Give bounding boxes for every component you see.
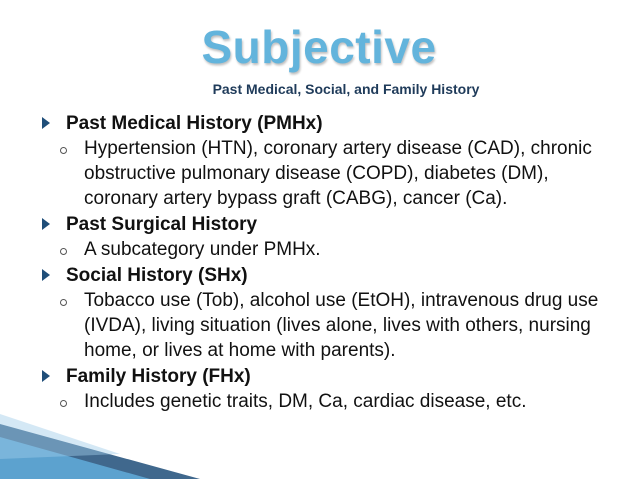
bullet-item-pmhx: [40, 111, 600, 136]
sub-bullet-shx: [40, 288, 600, 363]
bullet-heading: Family History (FHx): [66, 366, 251, 387]
circle-bullet-icon: [60, 299, 67, 306]
triangle-bullet-icon: [42, 117, 50, 129]
bullet-item-surgical: [40, 212, 600, 237]
sub-bullet-text: Tobacco use (Tob), alcohol use (EtOH), intravenous drug use (IVDA), living situation (lives alone, lives with others, nursing home, or lives at home with parents).: [84, 290, 599, 361]
bullet-heading: Past Surgical History: [66, 214, 258, 235]
sub-bullet-pmhx: [40, 136, 600, 211]
sub-bullet-text: Includes genetic traits, DM, Ca, cardiac disease, etc.: [84, 391, 527, 412]
circle-bullet-icon: [60, 400, 67, 407]
slide-subtitle: Past Medical, Social, and Family History: [212, 81, 480, 97]
sub-bullet-text: A subcategory under PMHx.: [84, 239, 321, 260]
circle-bullet-icon: [60, 248, 67, 255]
decor-band-soft: [0, 414, 120, 459]
bullet-heading: Past Medical History (PMHx): [66, 113, 323, 134]
triangle-bullet-icon: [42, 218, 50, 230]
decor-band-dark: [0, 424, 200, 479]
bullet-item-fhx: [40, 364, 600, 389]
bullet-item-shx: [40, 263, 600, 288]
bullet-list: [40, 110, 600, 414]
triangle-bullet-icon: [42, 370, 50, 382]
slide-title: Subjective: [201, 21, 437, 73]
circle-bullet-icon: [60, 147, 67, 154]
sub-bullet-fhx: [40, 389, 600, 414]
bullet-heading: Social History (SHx): [66, 265, 248, 286]
sub-bullet-text: Hypertension (HTN), coronary artery disease (CAD), chronic obstructive pulmonary disease (COPD), diabetes (DM), coronary artery bypass graft (CABG), cancer (Ca).: [84, 138, 592, 209]
decor-band-light: [0, 437, 150, 479]
sub-bullet-surgical: [40, 237, 600, 262]
triangle-bullet-icon: [42, 269, 50, 281]
